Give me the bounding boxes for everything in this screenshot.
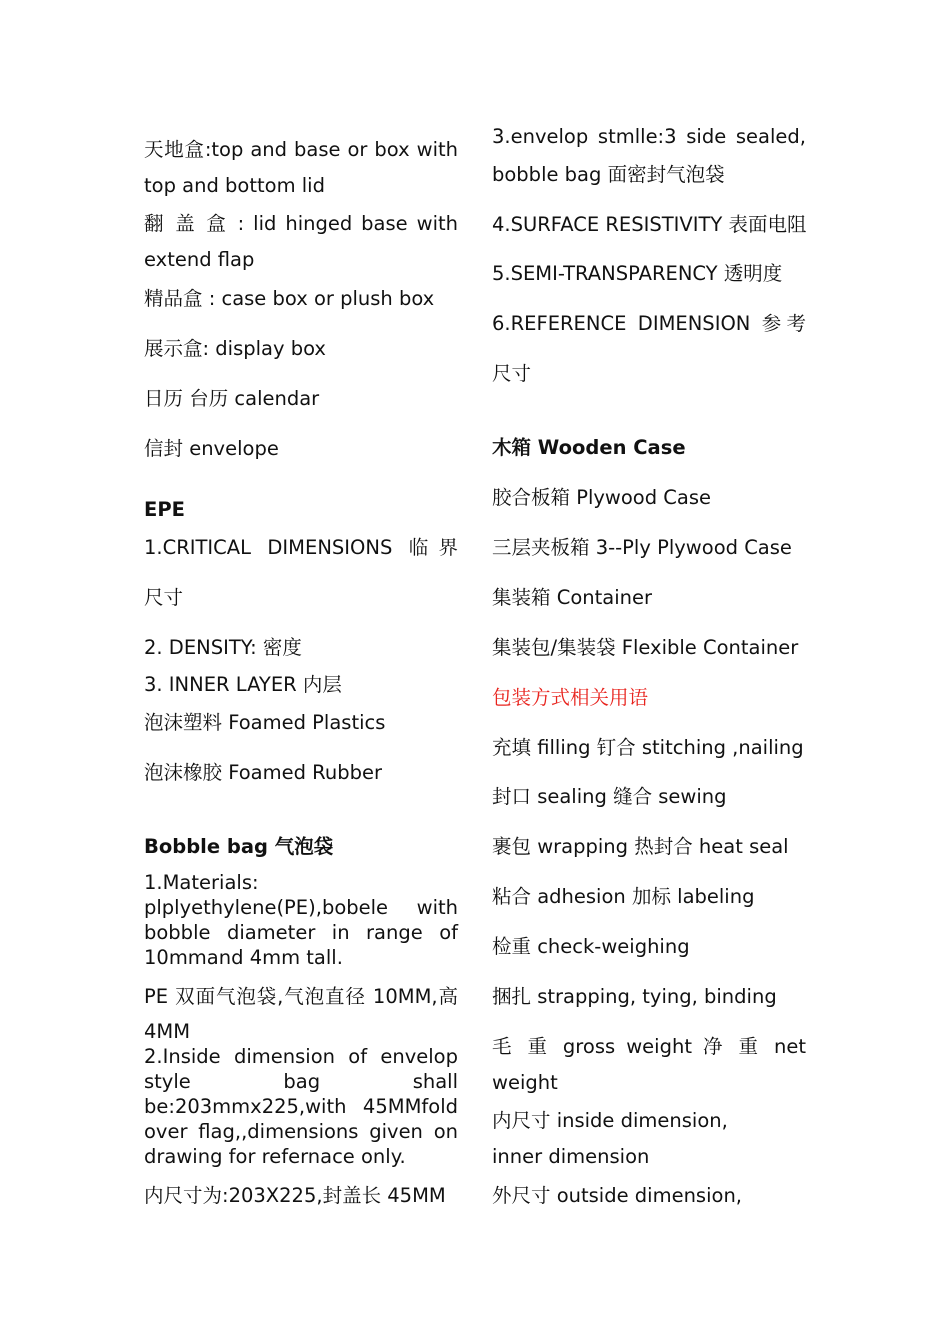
right-text-line: 5.SEMI-TRANSPARENCY 透明度 (492, 262, 783, 285)
left-text-line: style bag shall (144, 1070, 458, 1093)
right-text-line: 封口 sealing 缝合 sewing (492, 785, 727, 808)
left-text-line: PE 双面气泡袋,气泡直径 10MM,高 (144, 985, 458, 1008)
left-text-line: 2.Inside dimension of envelop (144, 1045, 458, 1068)
right-text-line: 集装箱 Container (492, 586, 652, 609)
left-section-heading: EPE (144, 498, 185, 521)
left-text-line: 4MM (144, 1020, 191, 1043)
right-text-line: bobble bag 面密封气泡袋 (492, 163, 725, 186)
left-text-line: 泡沫塑料 Foamed Plastics (144, 711, 386, 734)
left-text-line: extend flap (144, 248, 255, 271)
right-text-line: weight (492, 1071, 558, 1094)
left-text-line: 翻 盖 盒 : lid hinged base with (144, 212, 458, 235)
right-text-line: 尺寸 (492, 362, 532, 385)
left-text-line: 1.Materials: (144, 871, 259, 894)
right-text-line: 捆扎 strapping, tying, binding (492, 985, 777, 1008)
left-text-line: 10mmand 4mm tall. (144, 946, 343, 969)
left-text-line: over flag,,dimensions given on (144, 1120, 458, 1143)
left-text-line: be:203mmx225,with 45MMfold (144, 1095, 458, 1118)
left-text-line: plplyethylene(PE),bobele with (144, 896, 458, 919)
right-text-line: 3.envelop stmlle:3 side sealed, (492, 125, 806, 148)
left-text-line: 3. INNER LAYER 内层 (144, 673, 342, 696)
left-text-line: 精品盒 : case box or plush box (144, 287, 435, 310)
right-text-line: 粘合 adhesion 加标 labeling (492, 885, 755, 908)
left-text-line: top and bottom lid (144, 174, 325, 197)
left-section-heading: Bobble bag 气泡袋 (144, 835, 334, 858)
right-text-line: 外尺寸 outside dimension, (492, 1184, 742, 1207)
right-text-line: 内尺寸 inside dimension, (492, 1109, 728, 1132)
right-text-line: 三层夹板箱 3--Ply Plywood Case (492, 536, 792, 559)
left-text-line: 2. DENSITY: 密度 (144, 636, 302, 659)
right-section-heading: 木箱 Wooden Case (492, 436, 686, 459)
right-text-line: 集装包/集装袋 Flexible Container (492, 636, 799, 659)
right-text-line: 检重 check-weighing (492, 935, 690, 958)
left-text-line: 信封 envelope (144, 437, 279, 460)
left-text-line: 泡沫橡胶 Foamed Rubber (144, 761, 382, 784)
left-text-line: bobble diameter in range of (144, 921, 458, 944)
right-text-line: 裹包 wrapping 热封合 heat seal (492, 835, 789, 858)
right-text-line: inner dimension (492, 1145, 650, 1168)
right-text-line: 胶合板箱 Plywood Case (492, 486, 712, 509)
right-text-line: 充填 filling 钉合 stitching ,nailing (492, 736, 804, 759)
left-text-line: 日历 台历 calendar (144, 387, 320, 410)
left-text-line: 1.CRITICAL DIMENSIONS 临界 (144, 536, 458, 559)
left-text-line: 展示盒: display box (144, 337, 326, 360)
left-text-line: 尺寸 (144, 586, 184, 609)
right-text-line: 6.REFERENCE DIMENSION 参考 (492, 312, 806, 335)
right-text-line: 包装方式相关用语 (492, 686, 649, 709)
left-text-line: drawing for refernace only. (144, 1145, 406, 1168)
right-text-line: 4.SURFACE RESISTIVITY 表面电阻 (492, 213, 807, 236)
right-text-line: 毛 重 gross weight 净 重 net (492, 1035, 806, 1058)
left-text-line: 天地盒:top and base or box with (144, 138, 458, 161)
left-text-line: 内尺寸为:203X225,封盖长 45MM (144, 1184, 446, 1207)
